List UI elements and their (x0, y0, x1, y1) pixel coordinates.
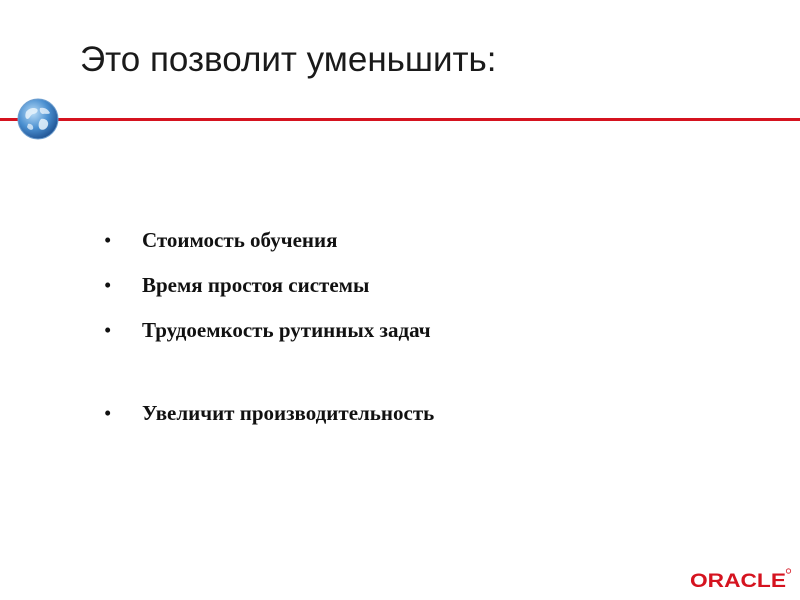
title-divider (0, 118, 800, 121)
oracle-logo (688, 566, 792, 592)
bullet-marker: • (104, 401, 112, 425)
bullet-item (104, 314, 434, 359)
bullet-item (104, 397, 434, 442)
bullet-text: Трудоемкость рутинных задач (142, 318, 431, 342)
bullet-text: Стоимость обучения (142, 228, 338, 252)
bullet-text: Время простоя системы (142, 273, 370, 297)
globe-icon (17, 98, 59, 140)
bullet-marker: • (104, 318, 112, 342)
bullet-marker: • (104, 228, 112, 252)
bullet-text: Увеличит производительность (142, 401, 435, 425)
bullet-item (104, 269, 434, 314)
slide-title: Это позволит уменьшить: (80, 40, 497, 79)
bullet-marker: • (104, 273, 112, 297)
oracle-logo-text: ORACLE (690, 571, 786, 592)
bullet-item (104, 224, 434, 269)
bullet-list (104, 224, 434, 442)
